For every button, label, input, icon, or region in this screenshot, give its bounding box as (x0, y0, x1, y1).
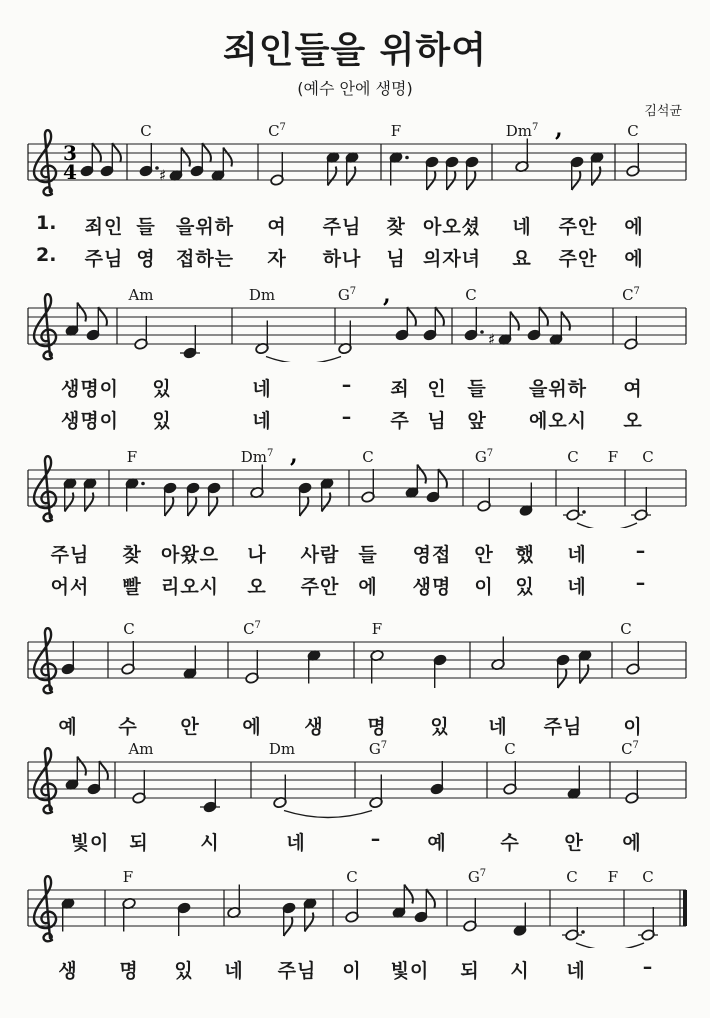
lyric-syllable: 안 (474, 544, 494, 566)
lyric-syllable: 되 (460, 960, 480, 982)
chord-name: Dm (505, 122, 532, 140)
lyric-syllable: 에 (624, 248, 644, 270)
music-note (61, 641, 75, 675)
note-flag (305, 913, 314, 932)
staff (0, 448, 710, 528)
chord-extension: 7 (632, 740, 639, 751)
sharp-sign: ♯ (159, 166, 167, 185)
lyric-syllable: 주님 (50, 544, 90, 566)
note-flag (328, 167, 337, 186)
chord-symbol (506, 122, 539, 140)
chord-name: Am (128, 740, 154, 758)
lyric-syllable: 앞 (467, 410, 487, 432)
lyric-syllable: 에 (624, 216, 644, 238)
lyric-syllable: – (341, 406, 353, 428)
chord-extension: 7 (479, 868, 487, 879)
note-dot (582, 510, 586, 514)
lyric-syllable: 찾 (122, 544, 142, 566)
note-flag (417, 465, 426, 484)
lyric-syllable: 오 (623, 410, 643, 432)
chord-name: C (566, 868, 578, 886)
chord-symbol (127, 448, 137, 466)
chord-name: C (465, 286, 477, 304)
lyric-syllable: 영접 (412, 544, 452, 566)
lyric-syllable: 주안 (300, 576, 340, 598)
chord-symbol (468, 868, 486, 886)
music-note (163, 482, 177, 516)
staff (0, 740, 710, 820)
lyric-syllable: 주님 (543, 716, 583, 738)
lyric-syllable: 했 (515, 544, 535, 566)
lyric-syllable: 에 (622, 832, 642, 854)
staff-system (0, 282, 710, 432)
chord-extension: 7 (486, 448, 494, 459)
music-note (86, 307, 107, 341)
lyric-syllable: 네 (286, 832, 306, 854)
note-flag (181, 148, 190, 167)
music-note (503, 761, 517, 795)
treble-clef-icon (34, 456, 56, 521)
tie-arc (266, 357, 341, 363)
music-note (139, 143, 159, 177)
lyric-syllable: 하나 (322, 248, 362, 270)
staff (0, 620, 710, 700)
chord-name: Dm (268, 740, 296, 758)
lyric-syllable: 에오시 (528, 410, 588, 432)
lyric-syllable: 죄인 (84, 216, 124, 238)
chord-symbol (243, 620, 261, 638)
lyric-syllable: 여 (267, 216, 287, 238)
music-note (177, 902, 191, 936)
lyric-syllable: 생명 (412, 576, 452, 598)
lyric-syllable: 접하는 (175, 248, 235, 270)
lyric-syllable: – (635, 540, 647, 562)
lyric-syllable: 생 (304, 716, 324, 738)
lyric-syllable: 들 (136, 216, 156, 238)
lyric-syllable: 에 (358, 576, 378, 598)
music-note (282, 902, 296, 936)
music-note (121, 641, 135, 675)
music-note (477, 478, 491, 512)
lyric-syllable: 예 (427, 832, 447, 854)
lyric-syllable: 시 (200, 832, 220, 854)
note-flag (223, 148, 232, 167)
chord-name: G (337, 286, 350, 304)
staff-system (0, 448, 710, 598)
chord-symbol (346, 868, 357, 886)
lyric-syllable: 들 (358, 544, 378, 566)
lyric-syllable: 있 (174, 960, 194, 982)
breath-mark: , (290, 448, 298, 468)
chord-name: C (123, 620, 135, 638)
lyric-syllable: 여 (623, 378, 643, 400)
chord-name: C (346, 868, 358, 886)
lyric-syllable: 수 (118, 716, 138, 738)
lyric-syllable: 들 (467, 378, 487, 400)
lyric-syllable: 네 (566, 960, 586, 982)
lyric-syllable: 주안 (558, 216, 598, 238)
music-note (631, 487, 651, 521)
lyric-syllable: 있 (515, 576, 535, 598)
chord-name: F (607, 448, 619, 466)
chord-symbol (123, 868, 133, 886)
chord-symbol (608, 448, 618, 466)
chord-name: Dm (248, 286, 276, 304)
music-note (270, 152, 284, 186)
chord-extension: 7 (279, 122, 286, 133)
lyric-line (0, 572, 710, 598)
note-flag (347, 167, 356, 186)
chord-extension: 7 (266, 448, 274, 459)
note-dot (405, 156, 409, 160)
lyric-syllable: 을위하 (528, 378, 588, 400)
treble-clef-icon (34, 628, 56, 693)
note-flag (561, 312, 570, 331)
lyric-syllable: 이 (623, 716, 643, 738)
lyric-line (0, 406, 710, 432)
chord-name: Am (128, 286, 154, 304)
chord-name: C (627, 122, 639, 140)
music-note (465, 156, 479, 190)
lyric-syllable: 네 (512, 216, 532, 238)
chord-symbol (622, 286, 640, 304)
breath-mark: , (383, 282, 391, 308)
music-note (361, 469, 375, 503)
music-note (414, 889, 435, 923)
lyric-syllable: 네 (567, 544, 587, 566)
lyric-syllable: 있 (152, 378, 172, 400)
chord-symbol (567, 448, 578, 466)
chord-name: C (622, 286, 634, 304)
lyric-syllable: 안 (180, 716, 200, 738)
music-note (625, 770, 639, 804)
tie-arc (284, 811, 372, 818)
chord-name: C (504, 740, 516, 758)
music-note (200, 779, 220, 813)
lyric-line (0, 956, 710, 982)
lyric-line (0, 212, 710, 238)
chord-symbol (391, 122, 401, 140)
chord-extension: 7 (254, 620, 261, 631)
note-dot (141, 482, 145, 486)
chord-name: G (368, 740, 381, 758)
chord-symbol (128, 286, 153, 304)
chord-name: C (243, 620, 255, 638)
lyric-syllable: 의자녀 (422, 248, 482, 270)
lyric-syllable: 빛이 (70, 832, 110, 854)
staff (0, 120, 710, 200)
treble-clef-icon (34, 748, 56, 813)
lyric-syllable: 네 (224, 960, 244, 982)
song-title: 죄인들을 위하여 (223, 30, 487, 71)
music-note (207, 482, 221, 516)
music-note (626, 641, 640, 675)
chord-symbol (338, 286, 356, 304)
chord-symbol (475, 448, 493, 466)
music-note (445, 156, 459, 190)
lyric-syllable: 생명이 (60, 410, 120, 432)
note-flag (580, 665, 589, 684)
music-note (562, 907, 585, 941)
music-note (298, 482, 312, 516)
lyric-syllable: 이 (474, 576, 494, 598)
verse-number: 1. (36, 212, 57, 234)
chord-symbol (504, 740, 515, 758)
chord-symbol (123, 620, 134, 638)
sharp-sign: ♯ (488, 330, 496, 349)
lyric-line (0, 712, 710, 738)
treble-clef-icon (34, 130, 56, 195)
lyric-syllable: 찾 (386, 216, 406, 238)
lyric-syllable: 생명이 (60, 378, 120, 400)
chord-symbol (369, 740, 387, 758)
lyric-syllable: 수 (500, 832, 520, 854)
note-flag (77, 303, 86, 322)
time-signature-bottom: 4 (63, 160, 77, 184)
lyric-syllable: 나 (247, 544, 267, 566)
music-note (134, 316, 148, 350)
lyric-syllable: 주님 (84, 248, 124, 270)
chord-name: C (268, 122, 280, 140)
lyric-syllable: 네 (488, 716, 508, 738)
note-flag (404, 885, 413, 904)
chord-symbol (249, 286, 275, 304)
staff-system (0, 868, 710, 1018)
lyric-syllable: 예 (58, 716, 78, 738)
note-dot (480, 330, 484, 334)
music-note (132, 770, 146, 804)
lyric-syllable: 아오셨 (422, 216, 482, 238)
music-note (80, 143, 101, 177)
verse-number: 2. (36, 244, 57, 266)
chord-name: C (642, 868, 654, 886)
chord-symbol (465, 286, 476, 304)
chord-extension: 7 (349, 286, 357, 297)
music-note (563, 487, 586, 521)
tie-arc (576, 943, 644, 948)
note-flag (65, 493, 74, 512)
music-note (426, 469, 447, 503)
chord-symbol (268, 122, 286, 140)
chord-name: C (140, 122, 152, 140)
time-signature (63, 141, 77, 184)
note-flag (77, 757, 86, 776)
music-note (395, 307, 416, 341)
lyric-syllable: 영 (136, 248, 156, 270)
lyric-syllable: 에 (242, 716, 262, 738)
music-note (570, 156, 584, 190)
lyric-line (0, 828, 710, 854)
chord-symbol (140, 122, 151, 140)
lyric-syllable: 주안 (558, 248, 598, 270)
breath-mark: , (555, 120, 563, 142)
chord-name: G (467, 868, 480, 886)
music-note (345, 889, 359, 923)
music-note (87, 761, 108, 795)
lyric-syllable: – (341, 374, 353, 396)
chord-name: F (371, 620, 383, 638)
treble-clef-icon (34, 876, 56, 941)
lyric-syllable: 아왔으 (160, 544, 220, 566)
lyric-syllable: 시 (510, 960, 530, 982)
tie-arc (577, 523, 637, 528)
chord-name: F (126, 448, 138, 466)
chord-name: C (362, 448, 374, 466)
chord-name: F (607, 868, 619, 886)
lyric-syllable: 이 (342, 960, 362, 982)
chord-symbol (362, 448, 373, 466)
music-note (425, 156, 439, 190)
treble-clef-icon (34, 294, 56, 359)
music-note (100, 143, 121, 177)
music-note (626, 143, 640, 177)
music-note (190, 143, 211, 177)
lyric-syllable: 님 (427, 410, 447, 432)
music-note (556, 654, 570, 688)
lyric-syllable: 사람 (300, 544, 340, 566)
lyric-syllable: 리오시 (160, 576, 220, 598)
lyric-syllable: 인 (427, 378, 447, 400)
staff-system (0, 120, 710, 270)
chord-symbol (128, 740, 153, 758)
lyric-syllable: 을위하 (175, 216, 235, 238)
chord-symbol (627, 122, 638, 140)
music-note (430, 761, 444, 795)
music-note (433, 654, 447, 688)
music-note (624, 316, 638, 350)
lyric-syllable: 네 (252, 378, 272, 400)
chord-extension: 7 (531, 122, 539, 133)
chord-extension: 7 (380, 740, 388, 751)
chord-symbol (620, 620, 631, 638)
chord-name: F (390, 122, 402, 140)
lyric-syllable: 생 (58, 960, 78, 982)
lyric-syllable: 명 (367, 716, 387, 738)
lyric-syllable: 빨 (122, 576, 142, 598)
lyric-syllable: 안 (564, 832, 584, 854)
lyric-syllable: 죄 (390, 378, 410, 400)
chord-symbol (642, 448, 653, 466)
lyric-syllable: – (642, 956, 654, 978)
note-flag (592, 167, 601, 186)
chord-symbol (269, 740, 295, 758)
lyric-syllable: – (370, 828, 382, 850)
chord-symbol (621, 740, 639, 758)
lyric-syllable: 있 (152, 410, 172, 432)
music-note (423, 307, 444, 341)
chord-symbol (566, 868, 577, 886)
chord-symbol (642, 868, 653, 886)
chord-name: C (621, 740, 633, 758)
chord-name: G (474, 448, 487, 466)
time-signature-top: 3 (63, 141, 77, 165)
music-note (527, 307, 548, 341)
note-flag (322, 493, 331, 512)
lyric-syllable: 있 (430, 716, 450, 738)
chord-name: F (122, 868, 134, 886)
lyric-line (0, 374, 710, 400)
lyric-syllable: 되 (129, 832, 149, 854)
note-dot (581, 930, 585, 934)
lyric-line (0, 244, 710, 270)
music-note (464, 307, 484, 341)
lyric-syllable: 님 (386, 248, 406, 270)
note-flag (85, 493, 94, 512)
chord-name: C (620, 620, 632, 638)
lyric-syllable: 주 (390, 410, 410, 432)
chord-extension: 7 (633, 286, 640, 297)
chord-name: C (642, 448, 654, 466)
lyric-syllable: 네 (252, 410, 272, 432)
lyric-syllable: 주님 (277, 960, 317, 982)
chord-symbol (608, 868, 618, 886)
lyric-syllable: 네 (567, 576, 587, 598)
lyric-syllable: 요 (512, 248, 532, 270)
lyric-syllable: 자 (267, 248, 287, 270)
music-note (180, 325, 200, 359)
chord-symbol (372, 620, 382, 638)
composer-name: 김석균 (644, 104, 682, 119)
music-note (245, 650, 259, 684)
note-flag (510, 312, 519, 331)
song-subtitle: (예수 안에 생명) (297, 79, 413, 98)
lyric-syllable: 주님 (322, 216, 362, 238)
chord-symbol (241, 448, 274, 466)
music-note (186, 482, 200, 516)
lyric-syllable: 빛이 (390, 960, 430, 982)
chord-name: C (567, 448, 579, 466)
lyric-syllable: 어서 (50, 576, 90, 598)
lyric-line (0, 540, 710, 566)
lyric-syllable: 명 (119, 960, 139, 982)
lyric-syllable: 오 (247, 576, 267, 598)
chord-name: Dm (240, 448, 267, 466)
lyric-syllable: – (635, 572, 647, 594)
music-note (638, 907, 658, 941)
music-note (463, 898, 477, 932)
